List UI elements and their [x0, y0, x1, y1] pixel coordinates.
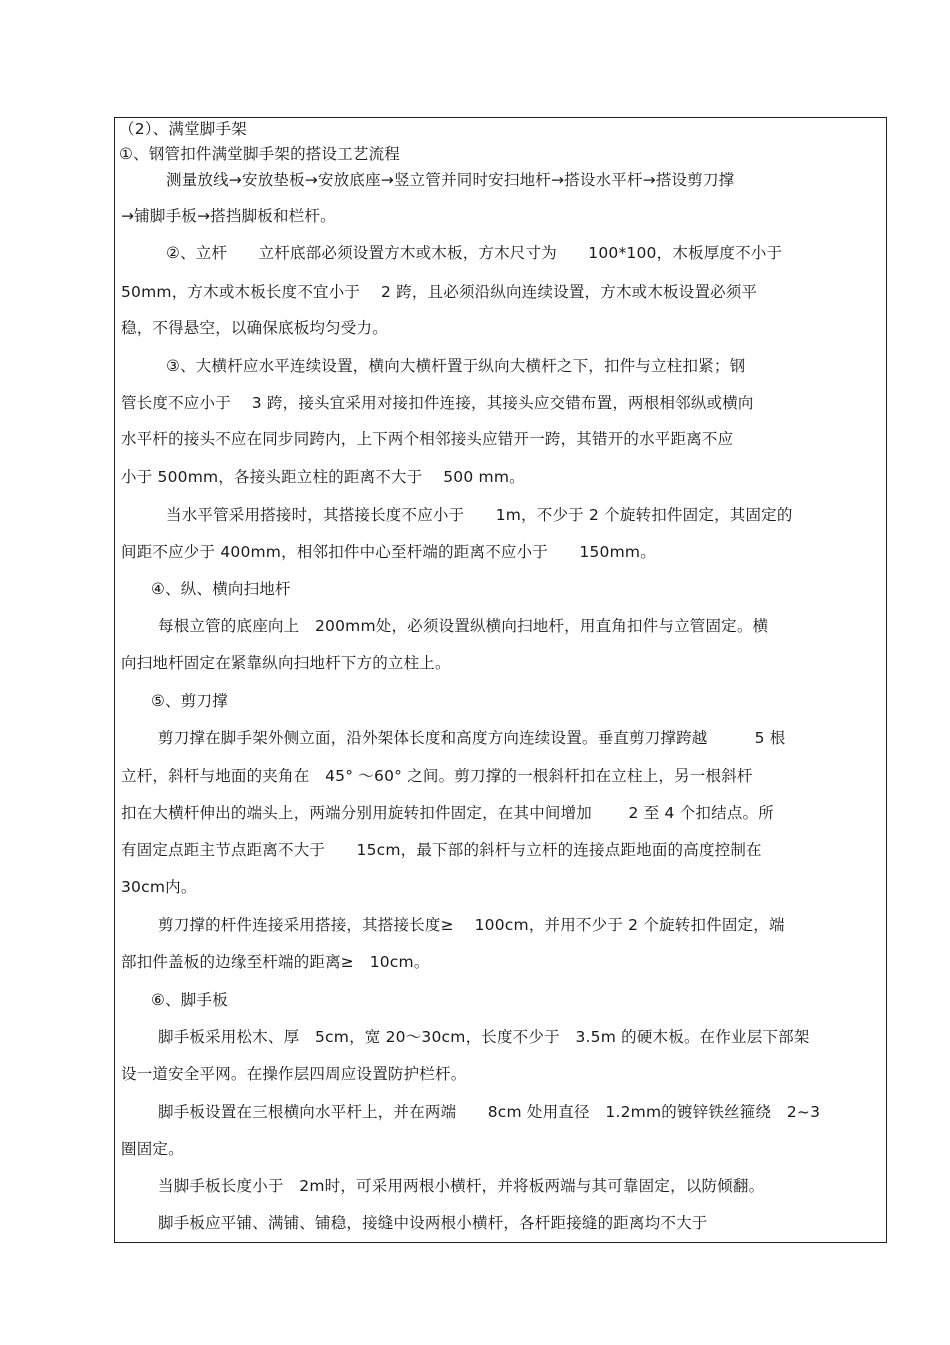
- subsection-heading: ④、纵、横向扫地杆: [151, 580, 291, 598]
- section-heading: （2）、满堂脚手架: [119, 120, 247, 138]
- paragraph-line: 圈固定。: [121, 1140, 184, 1158]
- paragraph-line: 50mm，方木或木板长度不宜小于 2 跨，且必须沿纵向连续设置，方木或木板设置必须平: [121, 283, 758, 301]
- paragraph-line: ③、大横杆应水平连续设置，横向大横杆置于纵向大横杆之下，扣件与立柱扣紧；钢: [166, 357, 746, 375]
- paragraph-line: 脚手板采用松木、厚 5cm，宽 20～30cm，长度不少于 3.5m 的硬木板。在作业层下部架: [158, 1028, 810, 1046]
- paragraph-line: 当脚手板长度小于 2m时，可采用两根小横杆，并将板两端与其可靠固定，以防倾翻。: [158, 1177, 765, 1195]
- paragraph-line: 有固定点距主节点距离不大于 15cm，最下部的斜杆与立杆的连接点距地面的高度控制在: [121, 841, 762, 859]
- paragraph-line: 测量放线→安放垫板→安放底座→竖立管并同时安扫地杆→搭设水平杆→搭设剪刀撑: [166, 171, 735, 189]
- paragraph-line: 30cm内。: [121, 878, 197, 896]
- paragraph-line: 间距不应少于 400mm，相邻扣件中心至杆端的距离不应小于 150mm。: [121, 543, 656, 561]
- paragraph-line: 设一道安全平网。在操作层四周应设置防护栏杆。: [121, 1065, 467, 1083]
- paragraph-line: 每根立管的底座向上 200mm处，必须设置纵横向扫地杆，用直角扣件与立管固定。横: [158, 617, 769, 635]
- paragraph-line: 剪刀撑在脚手架外侧立面，沿外架体长度和高度方向连续设置。垂直剪刀撑跨越 5 根: [158, 729, 786, 747]
- paragraph-line: 剪刀撑的杆件连接采用搭接，其搭接长度≥ 100cm，并用不少于 2 个旋转扣件固定，端: [158, 916, 785, 934]
- paragraph-line: 立杆，斜杆与地面的夹角在 45° ～60° 之间。剪刀撑的一根斜杆扣在立柱上，另一根斜杆: [121, 767, 753, 785]
- paragraph-line: 小于 500mm，各接头距立柱的距离不大于 500 mm。: [121, 468, 525, 486]
- paragraph-line: 部扣件盖板的边缘至杆端的距离≥ 10cm。: [121, 953, 430, 971]
- paragraph-line: 脚手板设置在三根横向水平杆上，并在两端 8cm 处用直径 1.2mm的镀锌铁丝箍绕 2~3: [158, 1103, 821, 1121]
- paragraph-line: ②、立杆 立杆底部必须设置方木或木板，方木尺寸为 100*100，木板厚度不小于: [166, 244, 783, 262]
- paragraph-line: →铺脚手板→搭挡脚板和栏杆。: [121, 207, 336, 225]
- paragraph-line: 水平杆的接头不应在同步同跨内，上下两个相邻接头应错开一跨，其错开的水平距离不应: [121, 430, 734, 448]
- paragraph-line: 向扫地杆固定在紧靠纵向扫地杆下方的立柱上。: [121, 654, 451, 672]
- paragraph-line: 扣在大横杆伸出的端头上，两端分别用旋转扣件固定，在其中间增加 2 至 4 个扣结点。所: [121, 804, 774, 822]
- paragraph-line: 稳，不得悬空，以确保底板均匀受力。: [121, 319, 388, 337]
- paragraph-line: 管长度不应小于 3 跨，接头宜采用对接扣件连接，其接头应交错布置，两根相邻纵或横向: [121, 394, 754, 412]
- subsection-heading: ⑥、脚手板: [151, 991, 228, 1009]
- paragraph-line: 当水平管采用搭接时，其搭接长度不应小于 1m，不少于 2 个旋转扣件固定，其固定的: [166, 506, 793, 524]
- subsection-heading: ①、钢管扣件满堂脚手架的搭设工艺流程: [119, 145, 400, 163]
- subsection-heading: ⑤、剪刀撑: [151, 692, 228, 710]
- paragraph-line: 脚手板应平铺、满铺、铺稳，接缝中设两根小横杆，各杆距接缝的距离均不大于: [158, 1214, 708, 1232]
